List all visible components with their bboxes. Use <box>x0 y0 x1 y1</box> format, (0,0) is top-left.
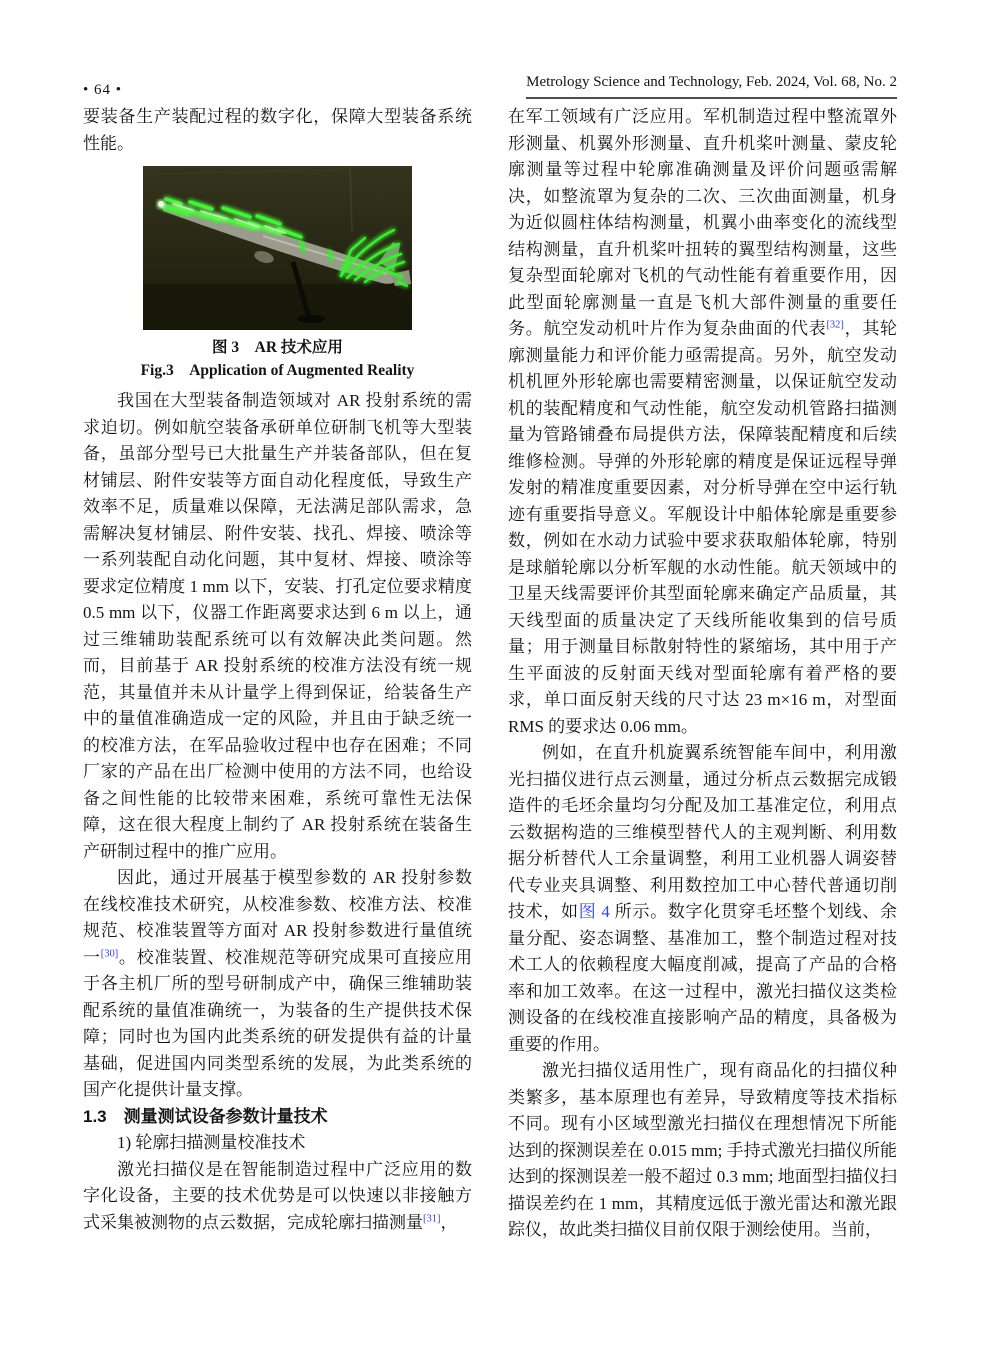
figure3-caption-cn: 图 3 AR 技术应用 <box>212 339 343 356</box>
paragraph-scanner-types <box>508 1058 897 1244</box>
section-heading-1-3: 1.3 测量测试设备参数计量技术 <box>83 1106 328 1126</box>
text-run: 例如，在直升机旋翼系统智能车间中，利用激光扫描仪进行点云测量，通过分析点云数据完成锻造件的毛坯余量均匀分配及加工基准定位，利用点云数据构造的三维模型替代人的主观判断、利用数据分析替代人工余量调整，利用工业机器人调姿替代专业夹具调整、利用数控加工中心替代普通切削技术，如 <box>508 743 897 921</box>
page-number: • 64 • <box>83 82 123 98</box>
two-column-body <box>83 104 897 1244</box>
citation-ref[interactable]: [30] <box>100 947 119 959</box>
figure-crossref-link[interactable]: 图 4 <box>578 902 610 921</box>
left-column <box>83 104 472 1244</box>
paragraph-rotor-example <box>508 740 897 1058</box>
figure3-photo <box>143 166 412 330</box>
subsection-item-1: 1) 轮廓扫描测量校准技术 <box>117 1133 306 1152</box>
page-header <box>83 74 897 99</box>
figure3-caption-en: Fig.3 Application of Augmented Reality <box>140 362 415 379</box>
text-run: 在军工领域有广泛应用。军机制造过程中整流罩外形测量、机翼外形测量、直升机桨叶测量、蒙皮轮廓测量等过程中轮廓准确测量及评价问题亟需解决，如整流罩为复杂的二次、三次曲面测量，机身为近似圆柱体结构测量，机翼小曲率变化的流线型结构测量，直升机桨叶扭转的翼型结构测量，这些复杂型面轮廓对飞机的气动性能有着重要作用，因此型面轮廓测量一直是飞机大部件测量的重要任务。航空发动机叶片作为复杂曲面的代表 <box>508 107 897 338</box>
text-run: ，其轮廓测量能力和评价能力亟需提高。另外，航空发动机机匣外形轮廓也需要精密测量，以保证航空发动机的装配精度和气动性能，航空发动机管路扫描测量为管路铺叠布局提供方法，保障装配精度和后续维修检测。导弹的外形轮廓的精度是保证远程导弹发射的精准度重要因素，对分析导弹在空中运行轨迹有重要指导意义。军舰设计中船体轮廓是重要参数，例如在水动力试验中要求获取船体轮廓，特别是球艏轮廓以分析军舰的水动性能。航天领域中的卫星天线需要评价其型面轮廓来确定产品质量，其天线型面的质量决定了天线所能收集到的信号质量；用于测量目标散射特性的紧缩场，其中用于产生平面波的反射面天线对型面轮廓有着严格的要求，单口面反射天线的尺寸达 23 m×16 m，对型面 RMS 的要求达 0.06 mm。 <box>508 319 898 736</box>
journal-title: Metrology Science and Technology, Feb. 2024, Vol. 68, No. 2 <box>526 74 897 99</box>
paragraph-military-apps <box>508 104 897 740</box>
text-run: 。校准装置、校准规范等研究成果可直接应用于各主机厂所的型号研制成产中，确保三维辅助装配系统的量值准确统一，为装备的生产提供技术保障；同时也为国内此类系统的研发提供有益的计量基础，促进国内同类型系统的发展，为此类系统的国产化提供计量支撑。 <box>83 947 473 1099</box>
laser-projection-photo <box>143 166 412 330</box>
figure-3 <box>83 166 472 382</box>
text-run: 要装备生产装配过程的数字化，保障大型装备系统性能。 <box>83 107 472 153</box>
text-run: 激光扫描仪是在智能制造过程中广泛应用的数字化设备，主要的技术优势是可以快速以非接触方式采集被测物的点云数据，完成轮廓扫描测量 <box>83 1159 472 1232</box>
text-run: 所示。数字化贯穿毛坯整个划线、余量分配、姿态调整、基准加工，整个制造过程对技术工人的依赖程度大幅度削减，提高了产品的合格率和加工效率。在这一过程中，激光扫描仪这类检测设备的在线校准直接影响产品的精度，具备极为重要的作用。 <box>508 902 898 1054</box>
text-run: ， <box>440 1212 458 1232</box>
text-run: 因此，通过开展基于模型参数的 AR 投射参数在线校准技术研究，从校准参数、校准方法、校准规范、校准装置等方面对 AR 投射参数进行量值统一 <box>83 868 472 967</box>
text-run: 我国在大型装备制造领域对 AR 投射系统的需求迫切。例如航空装备承研单位研制飞机等大型装备，虽部分型号已大批量生产并装备部队，但在复材铺层、附件安装等方面自动化程度低，导致生产效率不足，质量难以保障，无法满足部队需求，急需解决复材铺层、附件安装、找孔、焊接、喷涂等一系列装配自动化问题，其中复材、焊接、喷涂等要求定位精度 1 mm 以下，安装、打孔定位要求精度 0.5 mm 以下，仪器工作距离要求达到 6 m 以上，通过三维辅助装配系统可以有效解决此类问题。然而，目前基于 AR 投射系统的校准方法没有统一规范，其量值并未从计量学上得到保证，给装备生产中的量值准确造成一定的风险，并且由于缺乏统一的校准方法，在军品验收过程中也存在困难；不同厂家的产品在出厂检测中使用的方法不同，也给设备之间性能的比较带来困难，系统可靠性无法保障，这在很大程度上制约了 AR 投射系统在装备生产研制过程中的推广应用。 <box>83 391 472 861</box>
paragraph-scanner <box>83 1157 472 1237</box>
citation-ref[interactable]: [32] <box>826 319 844 331</box>
citation-ref[interactable]: [31] <box>423 1212 441 1224</box>
paragraph-overflow <box>83 104 472 157</box>
text-run: 激光扫描仪适用性广，现有商品化的扫描仪种类繁多，基本原理也有差异，导致精度等技术指标不同。现有小区域型激光扫描仪在理想情况下所能达到的探测误差在 0.015 mm; 手持式激光扫描仪所能达到的探测误差一般不超过 0.3 mm; 地面型扫描仪扫描误差约在 1 mm，其精度远低于激光雷达和激光跟踪仪，故此类扫描仪目前仅限于测绘使用。当前， <box>508 1061 897 1239</box>
right-column <box>508 104 897 1244</box>
paragraph-ar-demand <box>83 388 472 865</box>
paragraph-calibration <box>83 865 472 1104</box>
